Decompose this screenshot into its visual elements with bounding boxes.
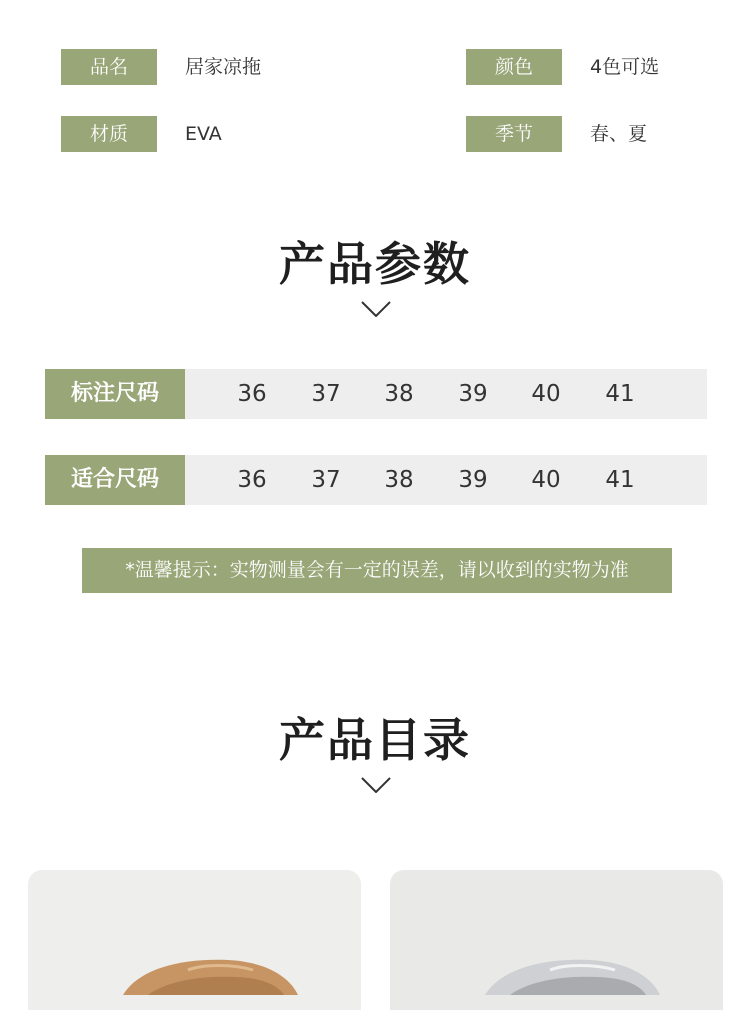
size-value: 36 <box>237 381 267 407</box>
attribute-label-color: 颜色 <box>466 49 562 85</box>
params-title: 产品参数 <box>279 237 471 291</box>
size-value: 40 <box>531 467 561 493</box>
product-card-tan[interactable] <box>28 870 361 1010</box>
slipper-image <box>28 870 361 1010</box>
size-value: 37 <box>311 467 341 493</box>
size-value: 38 <box>384 381 414 407</box>
attribute-value-material: EVA <box>185 123 222 145</box>
size-value: 41 <box>605 467 635 493</box>
attribute-value-name: 居家凉拖 <box>185 56 262 78</box>
chevron-down-icon <box>361 301 391 317</box>
size-value: 41 <box>605 381 635 407</box>
attribute-label-material: 材质 <box>61 116 157 152</box>
size-value: 36 <box>237 467 267 493</box>
size-row-label: 标注尺码 <box>45 369 185 419</box>
chevron-down-icon <box>361 777 391 793</box>
size-value: 39 <box>458 467 488 493</box>
attribute-value-color: 4色可选 <box>590 56 660 78</box>
size-row-labeled <box>45 369 707 419</box>
size-value: 38 <box>384 467 414 493</box>
product-card-silver[interactable] <box>390 870 723 1010</box>
attribute-value-season: 春、夏 <box>590 123 648 145</box>
attribute-label-name: 品名 <box>61 49 157 85</box>
size-value: 37 <box>311 381 341 407</box>
measurement-tip-banner: *温馨提示：实物测量会有一定的误差，请以收到的实物为准 <box>82 548 672 593</box>
size-value: 40 <box>531 381 561 407</box>
slipper-image <box>390 870 723 1010</box>
size-row-fit <box>45 455 707 505</box>
size-value: 39 <box>458 381 488 407</box>
size-row-label: 适合尺码 <box>45 455 185 505</box>
catalog-title: 产品目录 <box>279 713 471 767</box>
attribute-label-season: 季节 <box>466 116 562 152</box>
